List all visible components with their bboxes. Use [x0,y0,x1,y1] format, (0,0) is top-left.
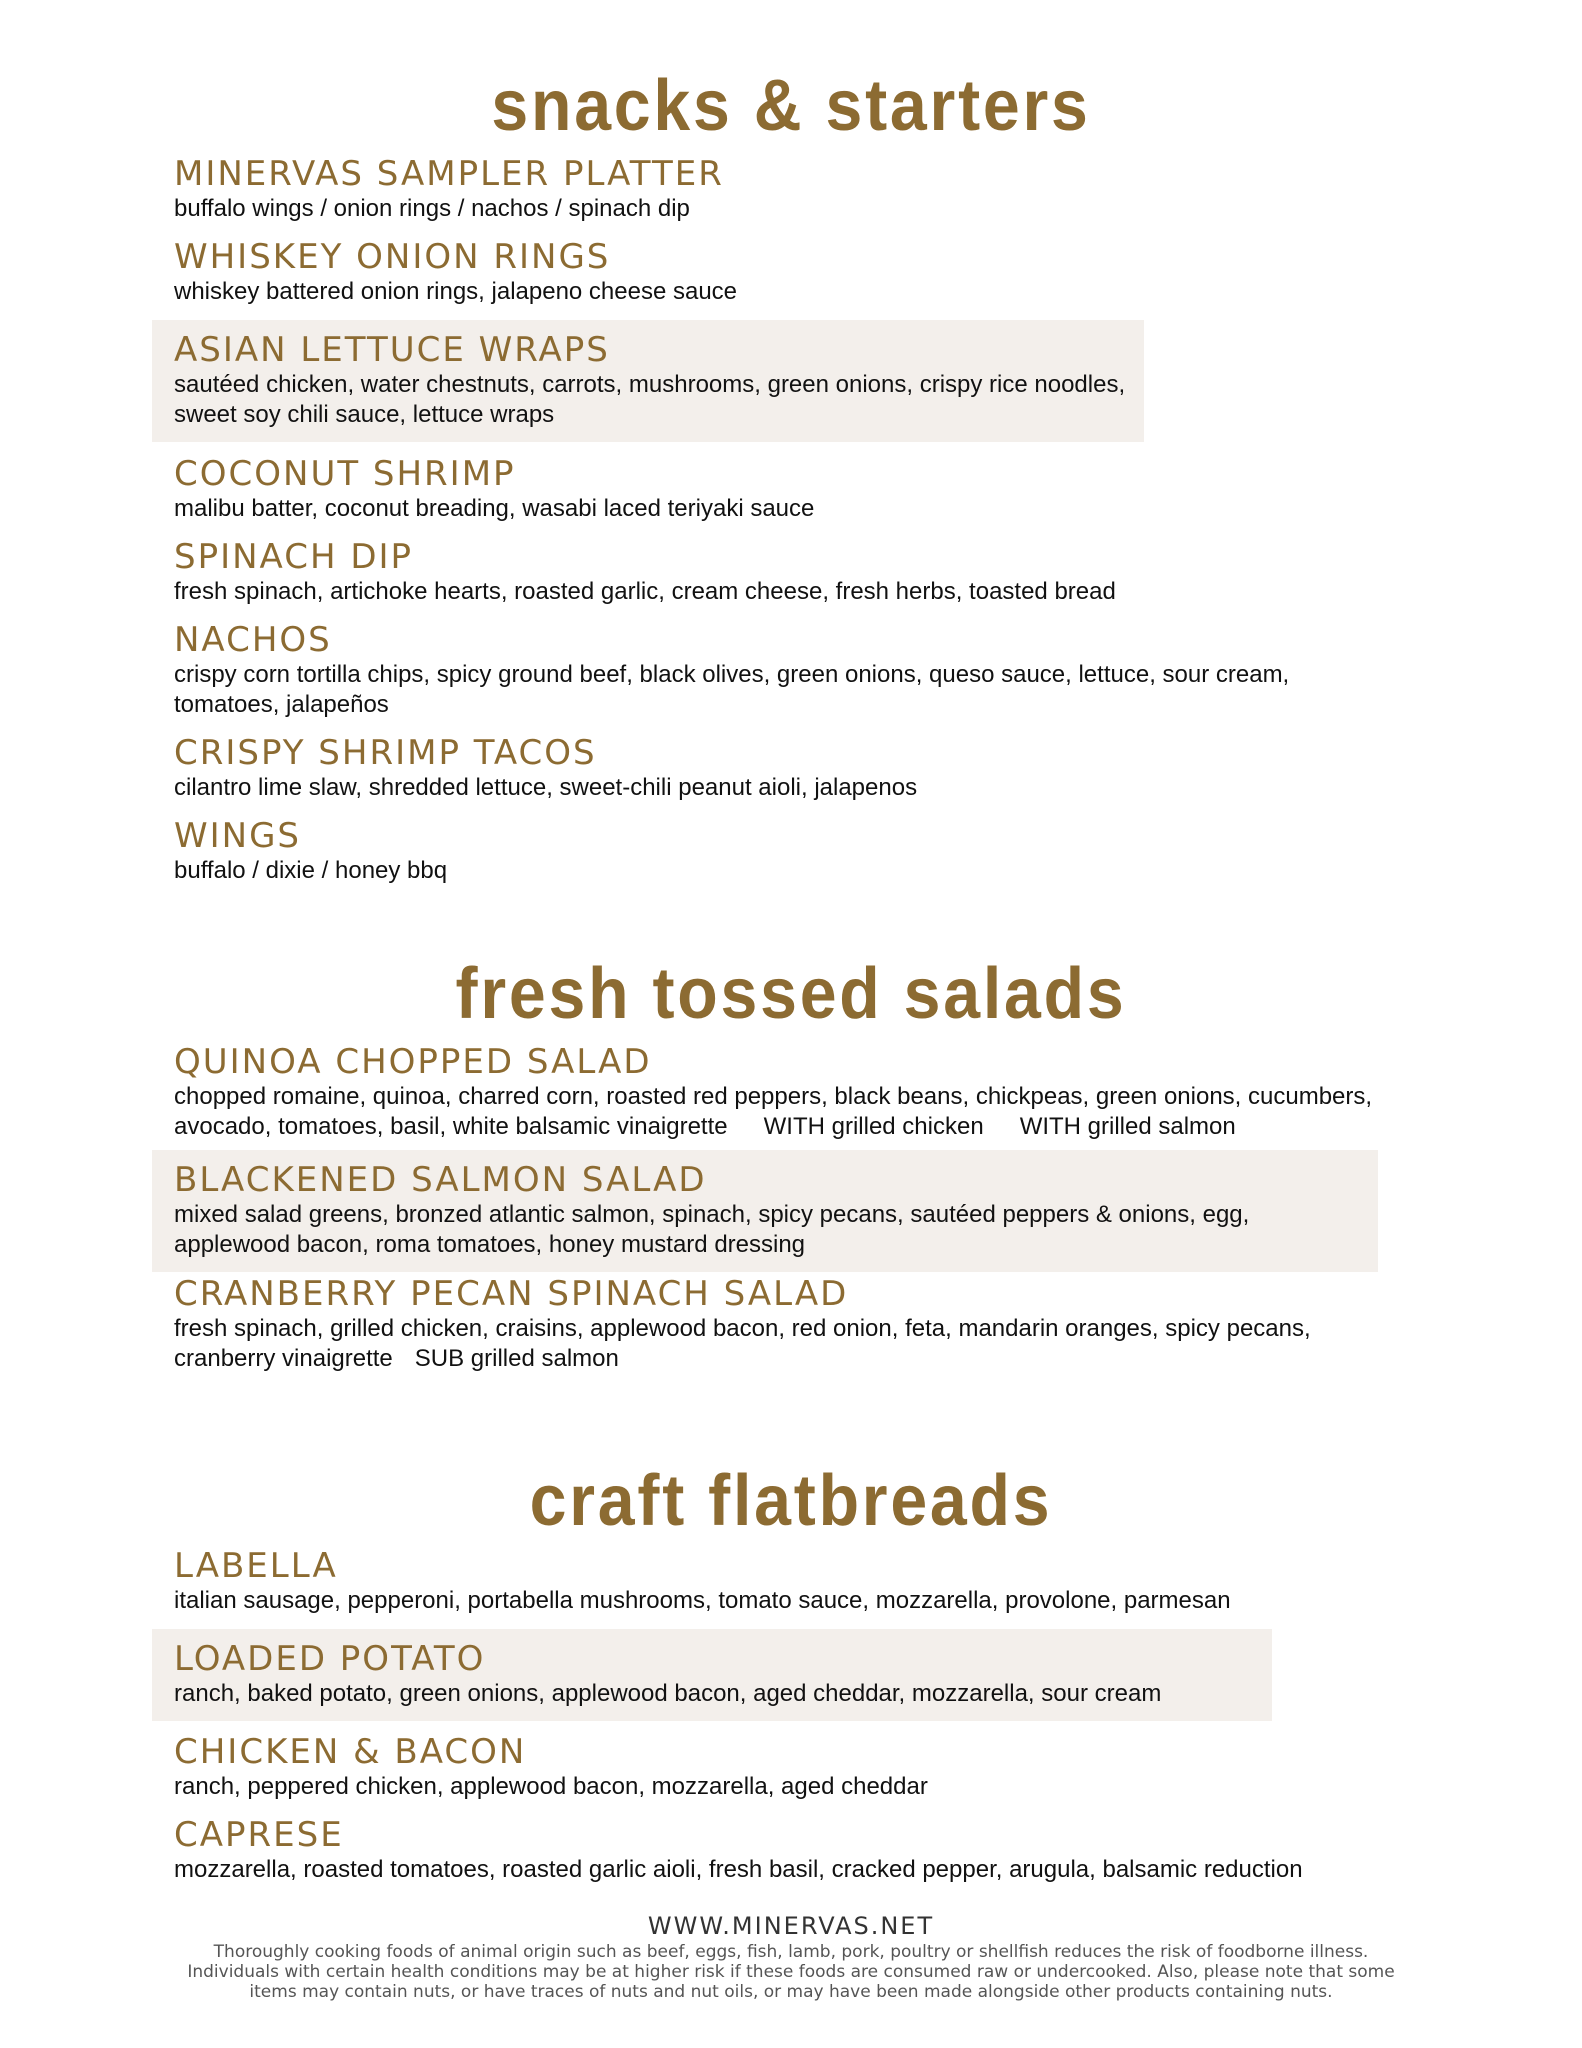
item-description [174,1112,1372,1142]
menu-item [174,537,1116,607]
menu-item [174,154,724,224]
menu-item-highlighted [174,1639,1238,1709]
menu-item [174,454,814,524]
item-description: sautéed chicken, water chestnuts, carrots, mushrooms, green onions, crispy rice noodles, [174,371,1126,398]
footer [0,1912,1582,2002]
item-description: mixed salad greens, bronzed atlantic salmon, spinach, spicy pecans, sautéed peppers & onions, egg, [174,1201,1250,1228]
item-name: MINERVAS SAMPLER PLATTER [174,154,724,194]
item-name: CRISPY SHRIMP TACOS [174,733,597,773]
item-name: LABELLA [174,1546,338,1586]
item-name: CHICKEN & BACON [174,1732,527,1772]
food-safety-disclaimer: Thoroughly cooking foods of animal origin such as beef, eggs, fish, lamb, pork, poultry or shellfish reduces the risk of foodborne illness. Individuals with certain health conditions may be at higher risk if these foods are consumed raw or undercooked. Also, please note that some items may contain nuts, or have traces of nuts and nut oils, or may have been made alongside other products containing nuts. [187,1942,1395,2002]
item-name: CRANBERRY PECAN SPINACH SALAD [174,1274,849,1314]
section-title-flatbreads: craft flatbreads [529,1461,1053,1541]
item-name: ASIAN LETTUCE WRAPS [174,330,610,370]
item-description: mozzarella, roasted tomatoes, roasted garlic aioli, fresh basil, cracked pepper, arugula, balsamic reduction [174,1856,1303,1883]
item-name: WINGS [174,816,302,856]
item-description-line: cranberry vinaigrette [174,1345,393,1372]
item-description: whiskey battered onion rings, jalapeno cheese sauce [174,278,738,305]
item-name: BLACKENED SALMON SALAD [174,1160,707,1200]
section-title-snacks: snacks & starters [491,66,1091,146]
menu-item [174,733,917,803]
item-name: COCONUT SHRIMP [174,454,516,494]
menu-item [174,237,737,307]
item-name: SPINACH DIP [174,537,414,577]
item-description: cilantro lime slaw, shredded lettuce, sweet-chili peanut aioli, jalapenos [174,774,918,801]
menu-item [174,1815,1303,1885]
item-description-line: avocado, tomatoes, basil, white balsamic vinaigrette [174,1113,728,1140]
menu-item-highlighted [174,330,1126,430]
item-description: buffalo / dixie / honey bbq [174,857,448,884]
item-description: italian sausage, pepperoni, portabella mushrooms, tomato sauce, mozzarella, provolone, parmesan [174,1587,1231,1614]
addon-chicken: WITH grilled chicken [763,1113,984,1140]
section-title-salads: fresh tossed salads [455,954,1127,1034]
menu-item-highlighted [174,1160,1344,1260]
menu-item [174,816,447,886]
item-description: ranch, baked potato, green onions, applewood bacon, aged cheddar, mozzarella, sour cream [174,1680,1162,1707]
addon-salmon: SUB grilled salmon [414,1345,619,1372]
item-name: CAPRESE [174,1815,344,1855]
item-description: chopped romaine, quinoa, charred corn, roasted red peppers, black beans, chickpeas, green onions, cucumbers, [174,1083,1373,1110]
item-name: WHISKEY ONION RINGS [174,237,611,277]
item-description: buffalo wings / onion rings / nachos / spinach dip [174,195,690,222]
item-name: NACHOS [174,620,332,660]
item-description: ranch, peppered chicken, applewood bacon, mozzarella, aged cheddar [174,1773,928,1800]
item-name: QUINOA CHOPPED SALAD [174,1042,652,1082]
item-description: malibu batter, coconut breading, wasabi laced teriyaki sauce [174,495,815,522]
item-description: fresh spinach, artichoke hearts, roasted garlic, cream cheese, fresh herbs, toasted bread [174,578,1116,605]
menu-item [174,620,1289,720]
item-description [174,1344,1311,1374]
item-description: tomatoes, jalapeños [174,691,389,718]
item-description: applewood bacon, roma tomatoes, honey mustard dressing [174,1231,806,1258]
menu-item [174,1546,1231,1616]
item-name: LOADED POTATO [174,1639,486,1679]
item-description: crispy corn tortilla chips, spicy ground beef, black olives, green onions, queso sauce, lettuce, sour cream, [174,661,1290,688]
item-description: fresh spinach, grilled chicken, craisins, applewood bacon, red onion, feta, mandarin oranges, spicy pecans, [174,1315,1311,1342]
website-link[interactable]: WWW.MINERVAS.NET [647,1912,935,1940]
menu-item [174,1732,928,1802]
menu-item [174,1274,1311,1374]
item-description: sweet soy chili sauce, lettuce wraps [174,401,555,428]
addon-salmon: WITH grilled salmon [1019,1113,1236,1140]
menu-item [174,1042,1372,1142]
